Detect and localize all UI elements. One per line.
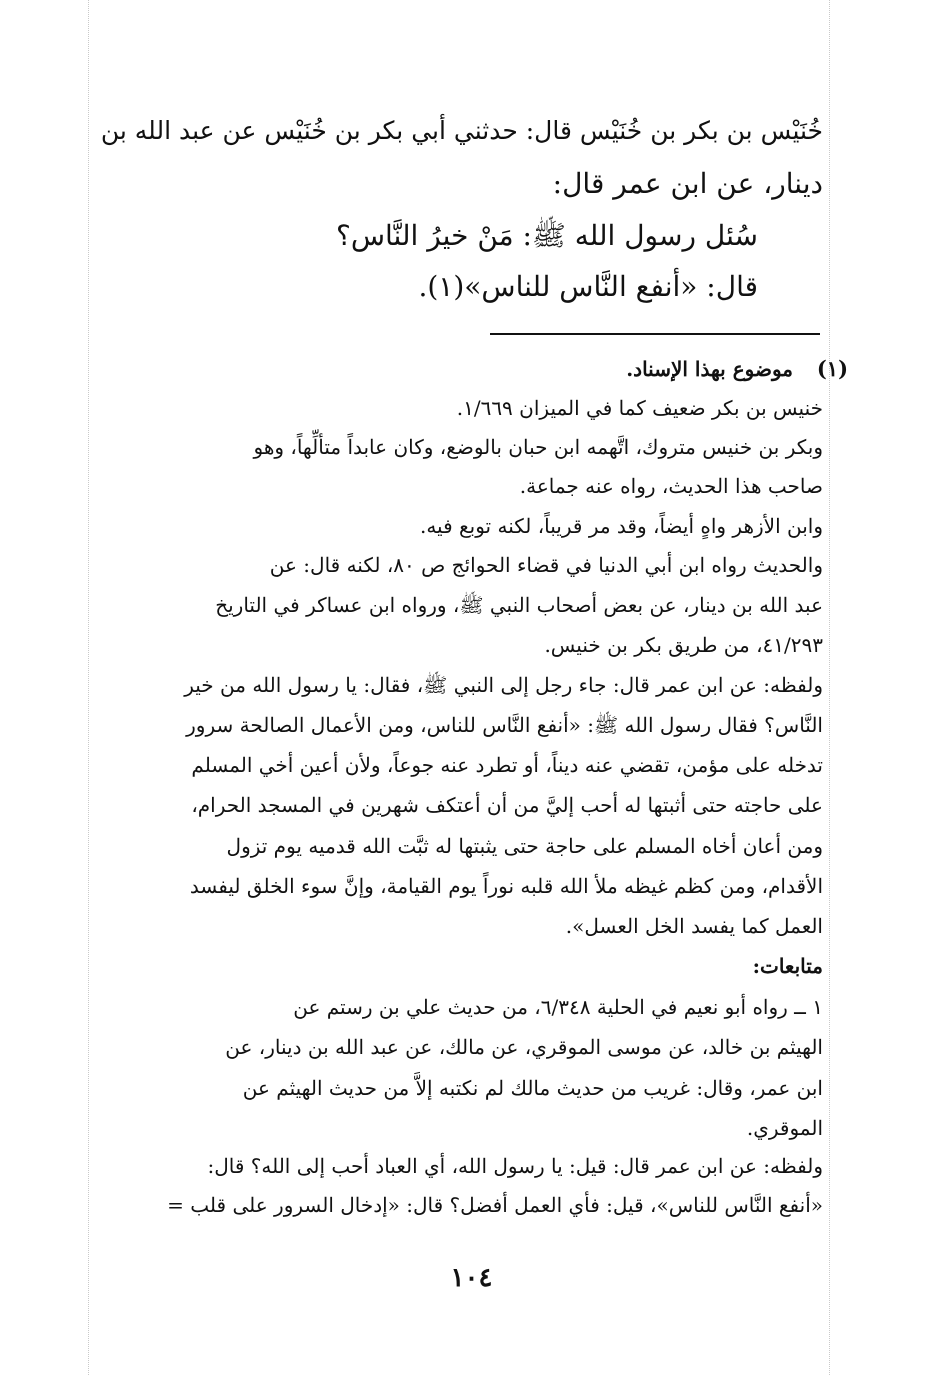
main-text-line: سُئل رسول الله ﷺ: مَنْ خيرُ النَّاس؟ (335, 219, 758, 252)
footnote-line: ٤١/٢٩٣، من طريق بكر بن خنيس. (544, 633, 823, 657)
footnote-line: موضوع بهذا الإسناد. (626, 357, 793, 381)
footnote-line: «أنفع النَّاس للناس»، قيل: فأي العمل أفضل؟ قال: «إدخال السرور على قلب = (167, 1193, 823, 1217)
footnote-line: عبد الله بن دينار، عن بعض أصحاب النبي ﷺ، ورواه ابن عساكر في التاريخ (215, 593, 823, 617)
footnote-separator (490, 333, 820, 335)
footnote-line: على حاجته حتى أثبتها له أحب إليَّ من أن أعتكف شهرين في المسجد الحرام، (191, 793, 823, 817)
main-text-line: خُنَيْس بن بكر بن خُنَيْس قال: حدثني أبي بكر بن خُنَيْس عن عبد الله بن (100, 116, 823, 145)
main-text-line: دينار، عن ابن عمر قال: (552, 167, 823, 200)
footnote-line: النَّاس؟ فقال رسول الله ﷺ: «أنفع النَّاس للناس، ومن الأعمال الصالحة سرور (186, 713, 823, 737)
footnote-line: ومن أعان أخاه المسلم على حاجة حتى يثبتها له ثبَّت الله قدميه يوم تزول (226, 834, 823, 858)
footnote-line: الموقري. (746, 1116, 823, 1140)
footnote-line: صاحب هذا الحديث، رواه عنه جماعة. (519, 474, 823, 498)
footnote-line: وابن الأزهر واهٍ أيضاً، وقد مر قريباً، لكنه توبع فيه. (419, 514, 823, 538)
footnote-line: الأقدام، ومن كظم غيظه ملأ الله قلبه نوراً يوم القيامة، وإنَّ سوء الخلق ليفسد (189, 874, 823, 898)
footnote-line: وبكر بن خنيس متروك، اتَّهمه ابن حبان بالوضع، وكان عابداً متألِّهاً، وهو (253, 435, 823, 459)
footnote-subheading: متابعات: (752, 954, 823, 978)
page-number: ١٠٤ (450, 1263, 493, 1293)
footnote-line: الهيثم بن خالد، عن موسى الموقري، عن مالك، عن عبد الله بن دينار، عن (225, 1035, 823, 1059)
footnote-line: والحديث رواه ابن أبي الدنيا في قضاء الحوائج ص ٨٠، لكنه قال: عن (269, 553, 823, 577)
footnote-line: خنيس بن بكر ضعيف كما في الميزان ١/٦٦٩. (456, 396, 823, 420)
footnote-line: ولفظه: عن ابن عمر قال: جاء رجل إلى النبي ﷺ، فقال: يا رسول الله من خير (184, 673, 823, 697)
main-text-line: قال: «أنفع النَّاس للناس»(١). (418, 270, 758, 303)
margin-guide-right (829, 0, 830, 1375)
margin-guide-left (88, 0, 89, 1375)
footnote-line: العمل كما يفسد الخل العسل». (565, 914, 823, 938)
footnote-line: ولفظه: عن ابن عمر قال: قيل: يا رسول الله، أي العباد أحب إلى الله؟ قال: (207, 1154, 823, 1178)
footnote-marker: (١) (816, 356, 848, 381)
footnote-line: ابن عمر، وقال: غريب من حديث مالك لم نكتبه إلاَّ من حديث الهيثم عن (242, 1076, 823, 1100)
footnote-line: ١ ــ رواه أبو نعيم في الحلية ٦/٣٤٨، من حديث علي بن رستم عن (293, 995, 823, 1019)
footnote-line: تدخله على مؤمن، تقضي عنه ديناً، أو تطرد عنه جوعاً، ولأن أعين أخي المسلم (191, 753, 823, 777)
